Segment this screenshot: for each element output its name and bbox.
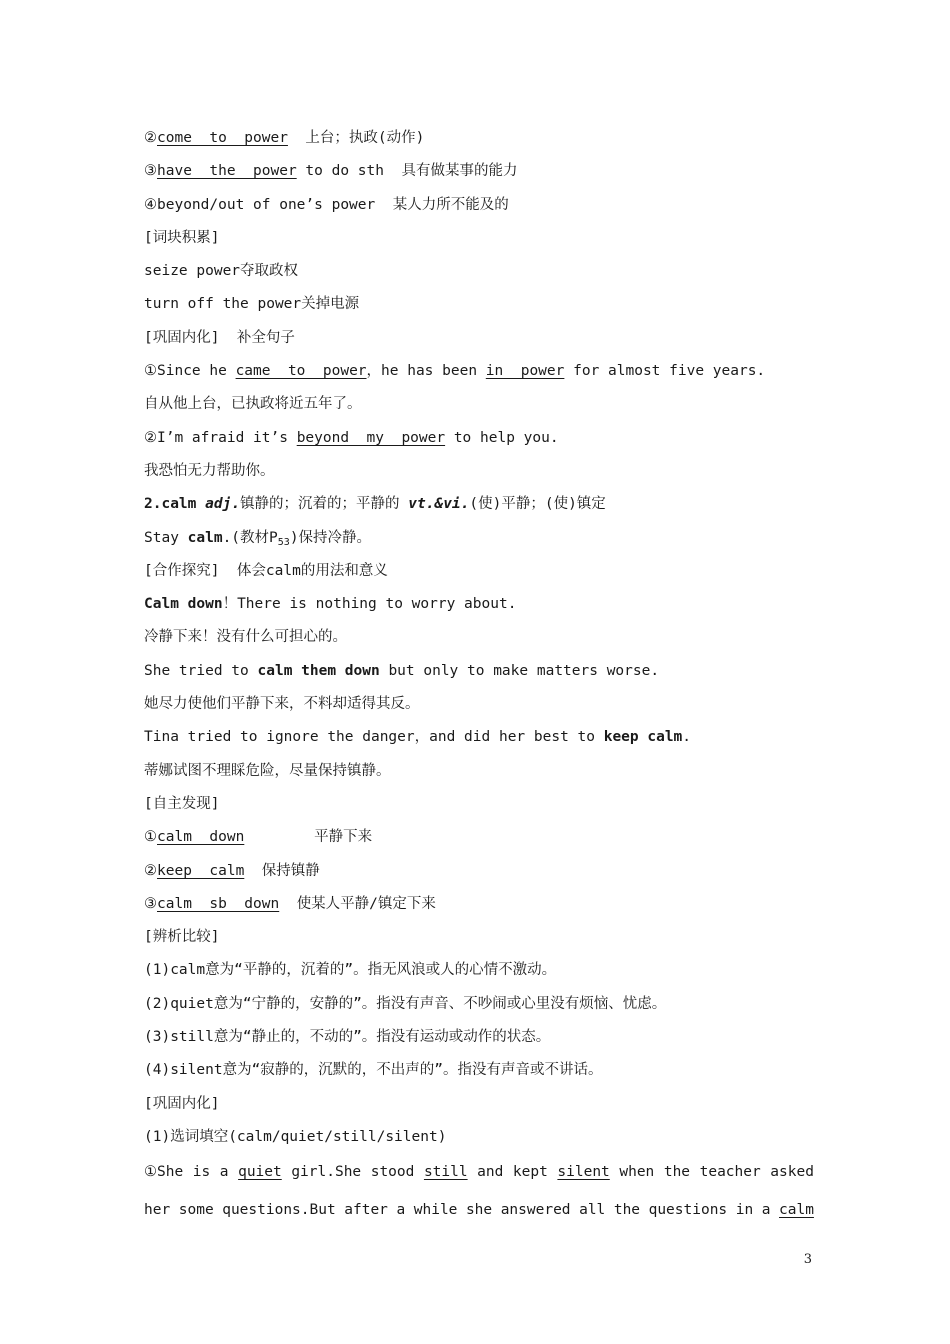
- text-line: ①Since he came to power，he has been in power for almost five years.: [144, 363, 766, 380]
- text-line: Stay calm.(教材$P_{53}$)保持冷静。: [144, 529, 372, 548]
- text-line: ④beyond/out of one’s power 某人力所不能及的: [144, 196, 509, 213]
- text-line: ③have the power to do sth 具有做某事的能力: [144, 163, 518, 180]
- text-line: ②I’m afraid it’s beyond my power to help you.: [144, 429, 559, 446]
- answer-blank: calm: [779, 1201, 814, 1218]
- justified-line: ①She is a quiet girl.She stood still and kept silent when the teacher asked: [144, 1154, 814, 1192]
- section-heading: [巩固内化] 补全句子: [144, 329, 295, 346]
- section-heading: [词块积累]: [144, 229, 220, 246]
- section-heading: [巩固内化]: [144, 1095, 220, 1112]
- text-line: 她尽力使他们平静下来，不料却适得其反。: [144, 696, 420, 713]
- answer-blank: still: [423, 1164, 468, 1181]
- answer-blank: came to power: [235, 363, 367, 380]
- text-line: Tina tried to ignore the danger，and did her best to keep calm.: [144, 729, 692, 746]
- answer-blank: come to power: [157, 130, 288, 146]
- text-line: ③calm sb down 使某人平静/镇定下来: [144, 895, 436, 912]
- text-line: 蒂娜试图不理睬危险，尽量保持镇静。: [144, 762, 391, 779]
- answer-blank: keep calm: [157, 862, 245, 879]
- text-line: (1)选词填空(calm/quiet/still/silent): [144, 1128, 447, 1145]
- text-line: ②come to power 上台；执政(动作): [144, 130, 425, 146]
- text-line: turn off the power关掉电源: [144, 296, 360, 313]
- text-line: ①calm down 平静下来: [144, 829, 373, 846]
- page-number: 3: [803, 1252, 812, 1267]
- text-line: She tried to calm them down but only to make matters worse.: [144, 662, 660, 679]
- text-line: (4)silent意为“寂静的，沉默的，不出声的”。指没有声音或不讲话。: [144, 1062, 603, 1079]
- text-line: 自从他上台，已执政将近五年了。: [144, 396, 362, 413]
- text-line: (2)quiet意为“宁静的，安静的”。指没有声音、不吵闹或心里没有烦恼、忧虑。: [144, 995, 667, 1012]
- section-heading: [自主发现]: [144, 795, 220, 812]
- justified-line: her some questions.But after a while she answered all the questions in a calm: [144, 1192, 814, 1230]
- text-line: (1)calm意为“平静的，沉着的”。指无风浪或人的心情不激动。: [144, 962, 557, 979]
- answer-blank: beyond my power: [296, 429, 446, 446]
- answer-blank: in power: [485, 363, 565, 380]
- text-line: 我恐怕无力帮助你。: [144, 462, 275, 479]
- text-line: (3)still意为“静止的，不动的”。指没有运动或动作的状态。: [144, 1029, 551, 1046]
- text-line: ②keep calm 保持镇静: [144, 862, 320, 879]
- text-line: 冷静下来！没有什么可担心的。: [144, 629, 347, 646]
- text-line: Calm down！There is nothing to worry about.: [144, 596, 517, 613]
- document-body: [144, 122, 814, 1229]
- answer-blank: have the power: [157, 163, 297, 180]
- answer-blank: silent: [557, 1164, 610, 1181]
- section-heading: [合作探究] 体会calm的用法和意义: [144, 562, 388, 579]
- answer-blank: calm down: [157, 829, 245, 846]
- vocab-entry-heading: 2.calm adj.镇静的；沉着的；平静的 vt.&vi.(使)平静；(使)镇定: [144, 496, 606, 513]
- answer-blank: quiet: [238, 1164, 282, 1181]
- text-line: seize power夺取政权: [144, 263, 299, 280]
- section-heading: [辨析比较]: [144, 929, 220, 946]
- answer-blank: calm sb down: [157, 895, 280, 912]
